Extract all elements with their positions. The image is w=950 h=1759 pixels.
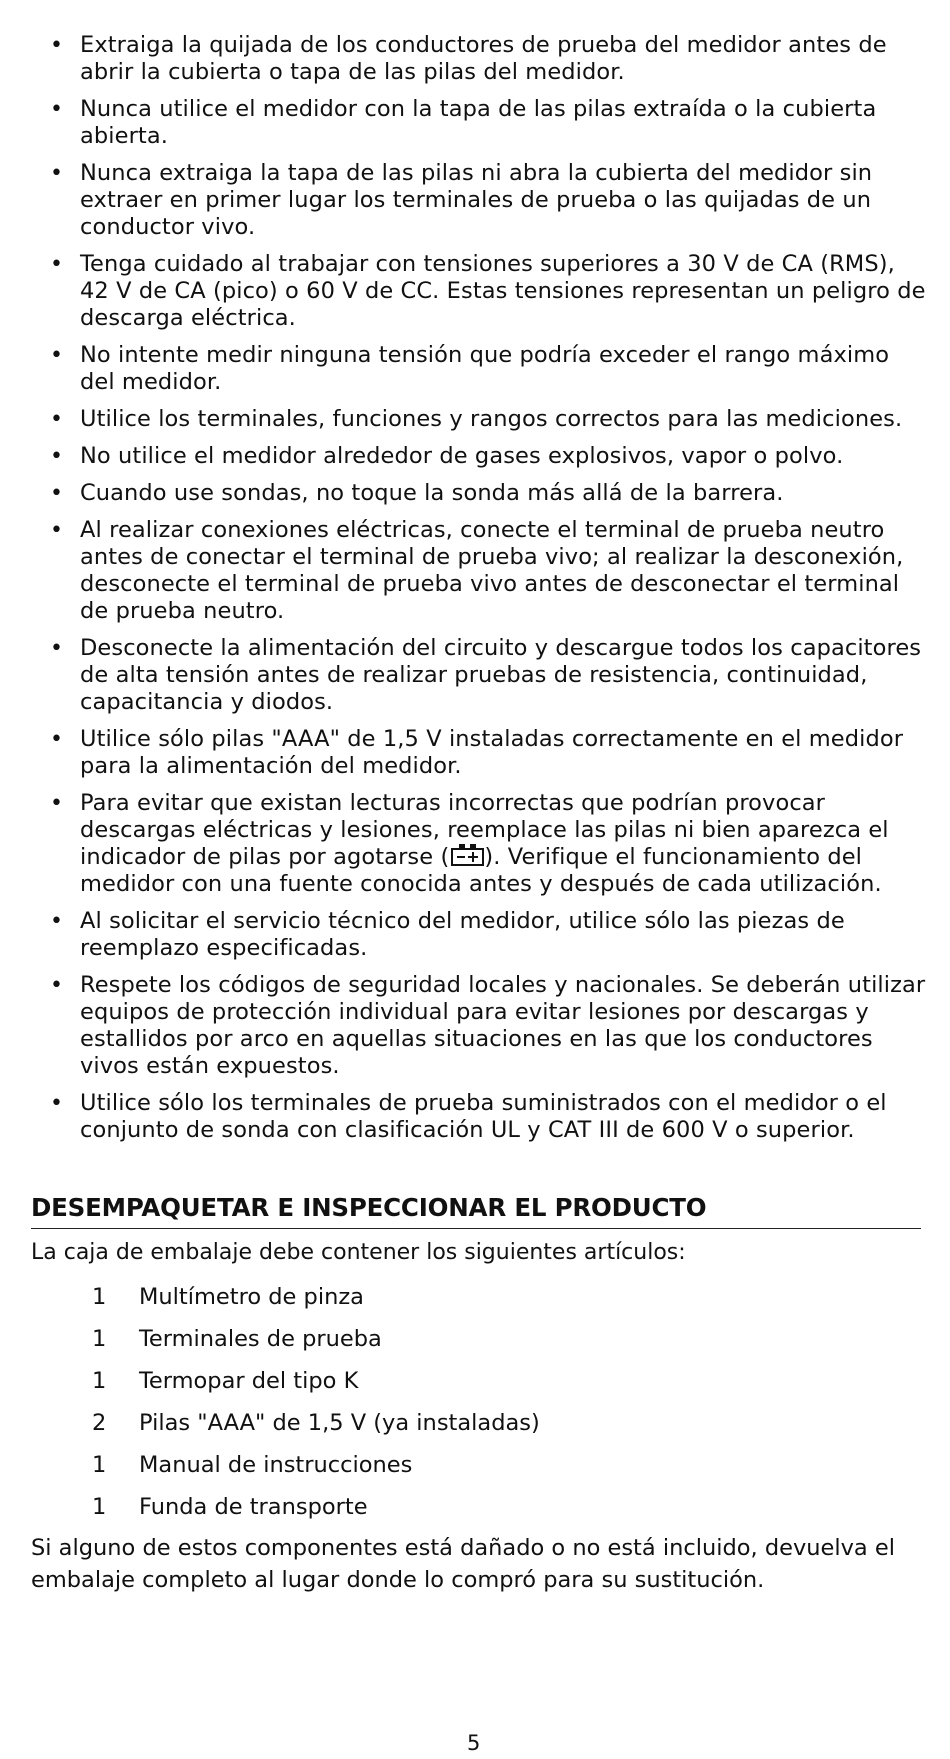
page-number: 5	[467, 1731, 481, 1755]
safety-bullet: • Cuando use sondas, no toque la sonda más allá de la barrera.	[30, 480, 930, 507]
safety-bullet-list	[30, 32, 930, 1154]
list-item	[92, 1408, 540, 1450]
item-name: Termopar del tipo K	[139, 1368, 359, 1394]
item-quantity: 1	[92, 1326, 107, 1352]
list-item	[92, 1492, 540, 1534]
safety-bullet: • Tenga cuidado al trabajar con tensiones superiores a 30 V de CA (RMS), 42 V de CA (pico) o 60 V de CC. Estas tensiones representan un peligro de descarga eléctrica.	[30, 251, 930, 332]
item-name: Pilas "AAA" de 1,5 V (ya instaladas)	[139, 1410, 540, 1436]
bullet-text-before-icon: Para evitar que existan lecturas incorrectas que podrían provocar descargas eléctricas y lesiones, reemplace las pilas ni bien aparezca el indicador de pilas por agotarse (	[80, 790, 889, 870]
closing-paragraph: Si alguno de estos componentes está dañado o no está incluido, devuelva el embalaje completo al lugar donde lo compró para su sustitución.	[31, 1535, 895, 1593]
list-item	[92, 1450, 540, 1492]
bullet-text-after-icon: ). Verifique el funcionamiento del medidor con una fuente conocida antes y después de cada utilización.	[80, 844, 882, 897]
safety-bullet: • No utilice el medidor alrededor de gases explosivos, vapor o polvo.	[30, 443, 930, 470]
item-quantity: 1	[92, 1494, 107, 1520]
item-name: Terminales de prueba	[139, 1326, 382, 1352]
safety-bullet: • Extraiga la quijada de los conductores de prueba del medidor antes de abrir la cubierta o tapa de las pilas del medidor.	[30, 32, 930, 86]
safety-bullet: • Desconecte la alimentación del circuito y descargue todos los capacitores de alta tensión antes de realizar pruebas de resistencia, continuidad, capacitancia y diodos.	[30, 635, 930, 716]
safety-bullet: • Al solicitar el servicio técnico del medidor, utilice sólo las piezas de reemplazo especificadas.	[30, 908, 930, 962]
item-quantity: 1	[92, 1368, 107, 1394]
safety-bullet: • Nunca utilice el medidor con la tapa de las pilas extraída o la cubierta abierta.	[30, 96, 930, 150]
section-title: DESEMPAQUETAR E INSPECCIONAR EL PRODUCTO	[31, 1193, 921, 1229]
item-quantity: 1	[92, 1284, 107, 1310]
package-contents-list	[92, 1282, 540, 1534]
safety-bullet: • No intente medir ninguna tensión que podría exceder el rango máximo del medidor.	[30, 342, 930, 396]
safety-bullet: • Al realizar conexiones eléctricas, conecte el terminal de prueba neutro antes de conectar el terminal de prueba vivo; al realizar la desconexión, desconecte el terminal de prueba vivo antes de desconectar el terminal de prueba neutro.	[30, 517, 930, 625]
list-item	[92, 1282, 540, 1324]
safety-bullet: • Utilice sólo pilas "AAA" de 1,5 V instaladas correctamente en el medidor para la alimentación del medidor.	[30, 726, 930, 780]
item-name: Manual de instrucciones	[139, 1452, 413, 1478]
item-quantity: 2	[92, 1410, 107, 1436]
section-intro: La caja de embalaje debe contener los siguientes artículos:	[31, 1240, 686, 1265]
item-name: Multímetro de pinza	[139, 1284, 364, 1310]
safety-bullet	[30, 790, 930, 898]
item-quantity: 1	[92, 1452, 107, 1478]
battery-icon	[451, 848, 484, 866]
safety-bullet: • Utilice los terminales, funciones y rangos correctos para las mediciones.	[30, 406, 930, 433]
safety-bullet: • Utilice sólo los terminales de prueba suministrados con el medidor o el conjunto de sonda con clasificación UL y CAT III de 600 V o superior.	[30, 1090, 930, 1144]
list-item	[92, 1366, 540, 1408]
safety-bullet: • Respete los códigos de seguridad locales y nacionales. Se deberán utilizar equipos de protección individual para evitar lesiones por descargas y estallidos por arco en aquellas situaciones en las que los conductores vivos están expuestos.	[30, 972, 930, 1080]
item-name: Funda de transporte	[139, 1494, 368, 1520]
list-item	[92, 1324, 540, 1366]
safety-bullet: • Nunca extraiga la tapa de las pilas ni abra la cubierta del medidor sin extraer en primer lugar los terminales de prueba o las quijadas de un conductor vivo.	[30, 160, 930, 241]
